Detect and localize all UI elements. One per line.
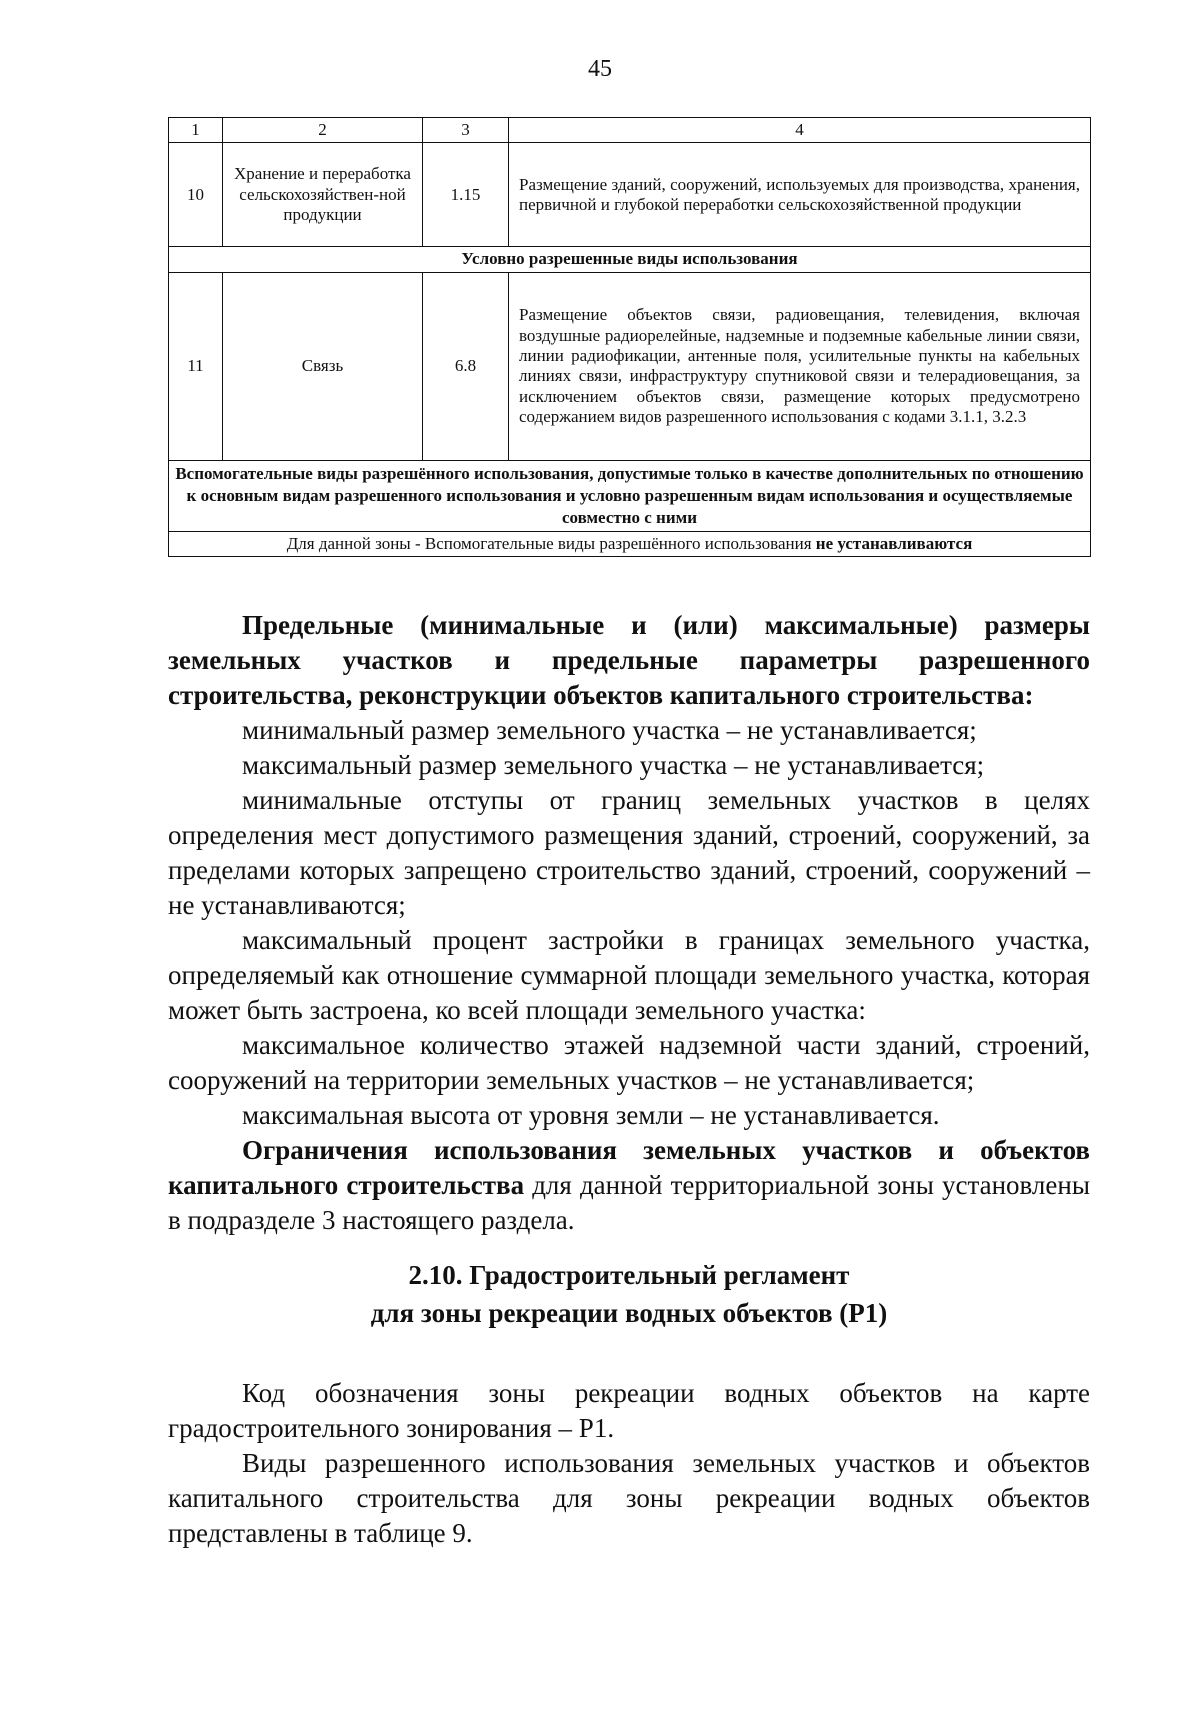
auxiliary-uses-note: [169, 532, 1091, 557]
limit-item: максимальный процент застройки в границах земельного участка, определяемый как отношение суммарной площади земельного участка, которая может быть застроена, ко всей площади земельного участка:: [168, 925, 1090, 1025]
section-body: [168, 1376, 1090, 1551]
limit-item: максимальная высота от уровня земли – не устанавливается.: [242, 1100, 940, 1130]
use-name: Хранение и переработка сельскохозяйствен-ной продукции: [223, 143, 423, 247]
use-description: Размещение объектов связи, радиовещания, телевидения, включая воздушные радиорелейные, надземные и подземные кабельные линии связи, линии радиофикации, антенные поля, усилительные пункты на кабельных линиях связи, инфраструктуру спутниковой связи и телерадиовещания, за исключением объектов связи, размещение которых предусмотрено содержанием видов разрешенного использования с кодами 3.1.1, 3.2.3: [509, 272, 1091, 460]
col-header-1: 1: [169, 118, 223, 143]
auxiliary-uses-header: [169, 460, 1091, 531]
row-number: 10: [169, 143, 223, 247]
conditional-uses-title: Условно разрешенные виды использования: [169, 247, 1091, 272]
page-number: 45: [588, 56, 612, 82]
col-header-4: 4: [509, 118, 1091, 143]
auxiliary-uses-title: Вспомогательные виды разрешённого использования, допустимые только в качестве дополнительных по отношению к основным видам разрешенного использования и условно разрешенным видам использования и осуществляемые совместно с ними: [169, 460, 1091, 531]
use-code: 1.15: [423, 143, 509, 247]
auxiliary-note-bold: не устанавливаются: [815, 534, 973, 554]
permitted-uses-paragraph: Виды разрешенного использования земельных участков и объектов капитального строительства для зоны рекреации водных объектов представлены в таблице 9.: [168, 1448, 1090, 1548]
row-number: 11: [169, 272, 223, 460]
section-title-line1: 2.10. Градостроительный регламент: [408, 1260, 850, 1290]
auxiliary-note-text: Для данной зоны - Вспомогательные виды разрешённого использования: [286, 534, 816, 554]
table-row: [169, 272, 1091, 460]
restrictions-paragraph: [168, 1133, 1090, 1238]
zone-code-paragraph: Код обозначения зоны рекреации водных объектов на карте градостроительного зонирования – Р1.: [168, 1378, 1090, 1443]
auxiliary-note-cell: [169, 532, 1091, 557]
land-use-table: [168, 117, 1091, 557]
conditional-uses-header: [169, 247, 1091, 272]
limits-heading: Предельные (минимальные и (или) максимальные) размеры земельных участков и предельные параметры разрешенного строительства, реконструкции объектов капитального строительства:: [168, 610, 1090, 710]
limits-section: [168, 608, 1090, 1238]
col-header-2: 2: [223, 118, 423, 143]
section-title: [168, 1256, 1090, 1332]
section-title-line2: для зоны рекреации водных объектов (Р1): [370, 1298, 888, 1328]
limit-item: максимальный размер земельного участка – не устанавливается;: [242, 750, 985, 780]
use-name: Связь: [223, 272, 423, 460]
limit-item: минимальный размер земельного участка – не устанавливается;: [242, 715, 977, 745]
table-row: [169, 143, 1091, 247]
limit-item: максимальное количество этажей надземной части зданий, строений, сооружений на территории земельных участков – не устанавливается;: [168, 1030, 1090, 1095]
table-column-headers: [169, 118, 1091, 143]
use-code: 6.8: [423, 272, 509, 460]
restrictions-rest: для данной территориальной зоны установлены в подразделе 3 настоящего раздела.: [168, 1170, 1090, 1235]
col-header-3: 3: [423, 118, 509, 143]
use-description: Размещение зданий, сооружений, используемых для производства, хранения, первичной и глубокой переработки сельскохозяйственной продукции: [509, 143, 1091, 247]
restrictions-bold: Ограничения использования земельных участков и объектов капитального строительства: [168, 1135, 1090, 1200]
limit-item: минимальные отступы от границ земельных участков в целях определения мест допустимого размещения зданий, строений, сооружений, за пределами которых запрещено строительство зданий, строений, сооружений – не устанавливаются;: [168, 785, 1090, 920]
